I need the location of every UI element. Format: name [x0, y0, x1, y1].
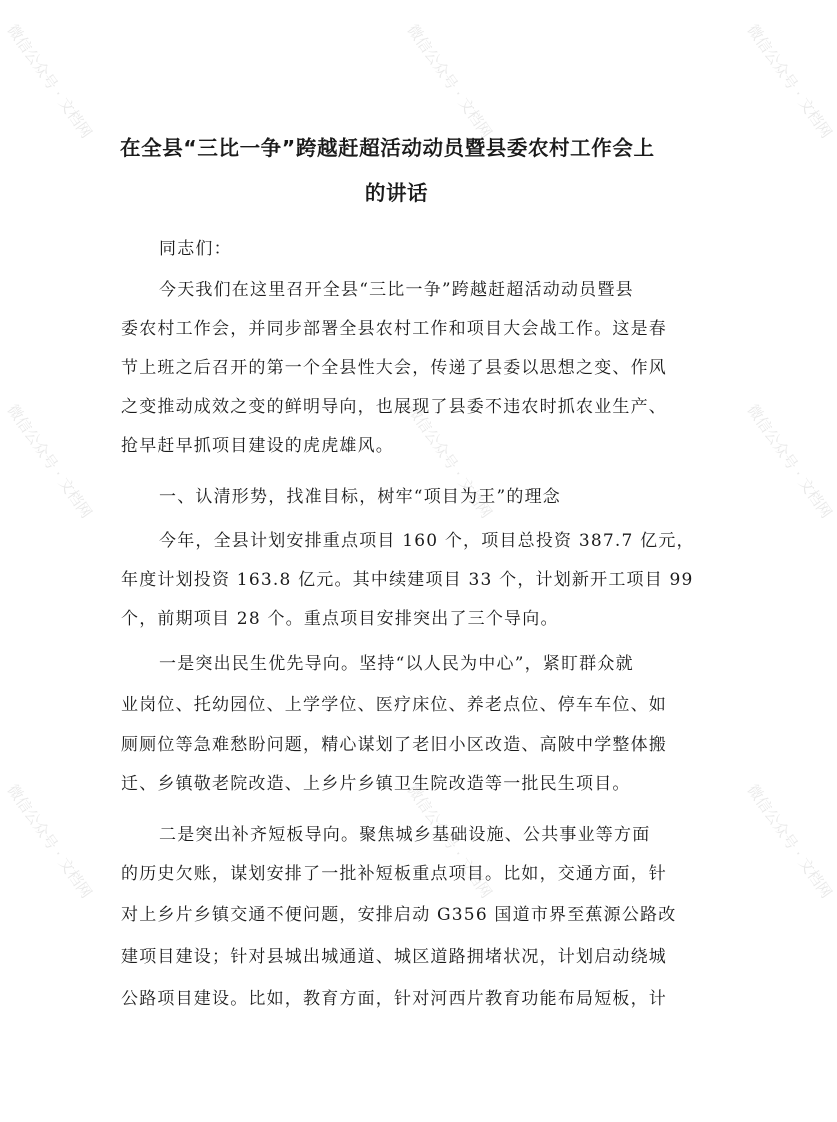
paragraph-line: 年度计划投资 163.8 亿元。其中续建项目 33 个，计划新开工项目 99 — [121, 570, 694, 590]
paragraph-line: 公路项目建设。比如，教育方面，针对河西片教育功能布局短板，计 — [121, 989, 667, 1009]
paragraph-line: 迁、乡镇敬老院改造、上乡片乡镇卫生院改造等一批民生项目。 — [121, 774, 631, 794]
paragraph-line: 对上乡片乡镇交通不便问题，安排启动 G356 国道市界至蕉源公路改 — [121, 905, 677, 925]
paragraph-line: 今天我们在这里召开全县“三比一争”跨越赶超活动动员暨县 — [159, 280, 634, 300]
watermark-text: 微信公众号 · 文档网 — [3, 781, 96, 902]
watermark-text: 微信公众号 · 文档网 — [403, 781, 496, 902]
document-title: 在全县“三比一争”跨越赶超活动动员暨县委农村工作会上 — [120, 136, 655, 160]
salutation: 同志们： — [159, 239, 232, 259]
watermark-text: 微信公众号 · 文档网 — [743, 401, 836, 522]
paragraph-line: 建项目建设；针对县城出城通道、城区道路拥堵状况，计划启动绕城 — [121, 947, 667, 967]
paragraph-line: 节上班之后召开的第一个全县性大会，传递了县委以思想之变、作风 — [121, 358, 667, 378]
watermark-text: 微信公众号 · 文档网 — [743, 21, 836, 142]
paragraph-line: 抢早赶早抓项目建设的虎虎雄风。 — [121, 436, 394, 456]
watermark-text: 微信公众号 · 文档网 — [403, 21, 496, 142]
paragraph-line: 的历史欠账，谋划安排了一批补短板重点项目。比如，交通方面，针 — [121, 864, 667, 884]
section-heading: 一、认清形势，找准目标，树牢“项目为王”的理念 — [159, 487, 561, 507]
paragraph-line: 业岗位、托幼园位、上学学位、医疗床位、养老点位、停车车位、如 — [121, 695, 667, 715]
paragraph-line: 之变推动成效之变的鲜明导向，也展现了县委不违农时抓农业生产、 — [121, 397, 667, 417]
watermark-text: 微信公众号 · 文档网 — [403, 401, 496, 522]
paragraph-line: 个，前期项目 28 个。重点项目安排突出了三个导向。 — [121, 609, 559, 629]
document-title-continued: 的讲话 — [364, 181, 429, 205]
paragraph-line: 一是突出民生优先导向。坚持“以人民为中心”，紧盯群众就 — [159, 654, 634, 674]
watermark-text: 微信公众号 · 文档网 — [3, 401, 96, 522]
paragraph-line: 二是突出补齐短板导向。聚焦城乡基础设施、公共事业等方面 — [159, 825, 651, 845]
paragraph-line: 委农村工作会，并同步部署全县农村工作和项目大会战工作。这是春 — [121, 319, 667, 339]
watermark-text: 微信公众号 · 文档网 — [743, 781, 836, 902]
paragraph-line: 今年，全县计划安排重点项目 160 个，项目总投资 387.7 亿元， — [159, 531, 695, 551]
paragraph-line: 厕厕位等急难愁盼问题，精心谋划了老旧小区改造、高陂中学整体搬 — [121, 735, 667, 755]
watermark-text: 微信公众号 · 文档网 — [3, 21, 96, 142]
